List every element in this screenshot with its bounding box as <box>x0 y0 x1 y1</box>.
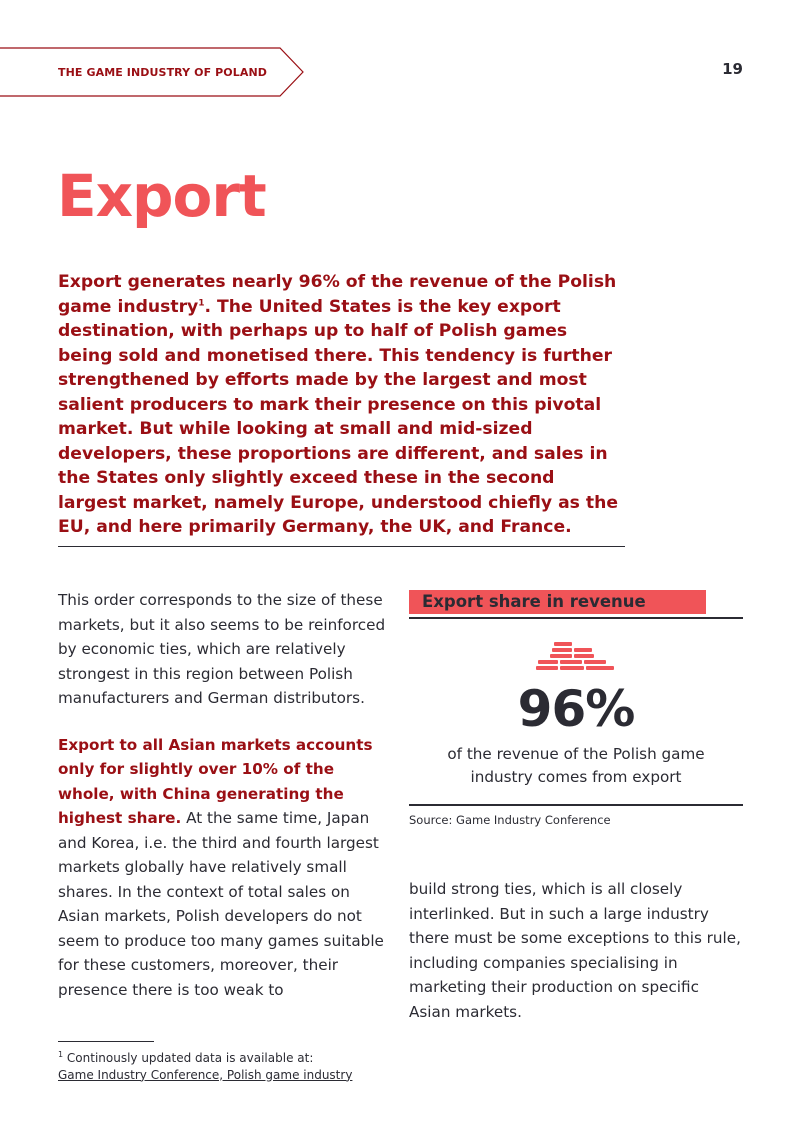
infobox-title: Export share in revenue <box>409 590 706 614</box>
infobox-top-rule <box>409 617 743 619</box>
lead-part2: . The United States is the key export destination, with perhaps up to half of Polish games being sold and monetised there. This tendency is further strengthened by efforts made by the largest and most salient producers to mark their presence on this pivotal market. But while looking at small and mid-sized developers, these proportions are different, and sales in the States only slightly exceed these in the second largest market, namely Europe, understood chiefly as the EU, and here primarily Germany, the UK, and France. <box>58 296 618 537</box>
infobox-source: Source: Game Industry Conference <box>409 813 611 827</box>
left-column <box>58 588 388 1024</box>
left-paragraph-2-body: At the same time, Japan and Korea, i.e. the third and fourth largest markets globally have relatively small shares. In the context of total sales on Asian markets, Polish developers do not seem to produce too many games suitable for these customers, moreover, their presence there is too weak to <box>58 809 384 999</box>
footnote-link[interactable]: Game Industry Conference, Polish game industry <box>58 1067 353 1082</box>
right-column-paragraph: build strong ties, which is all closely interlinked. But in such a large industry there must be some exceptions to this rule, including companies specialising in marketing their production on specific Asian markets. <box>409 880 741 1021</box>
footnote <box>58 1047 418 1083</box>
footnote-number: 1 <box>58 1050 64 1059</box>
coin-stacks-icon <box>531 641 621 675</box>
footnote-divider <box>58 1041 154 1042</box>
left-paragraph-2-emphasis: Export to all Asian markets accounts only for slightly over 10% of the whole, with China generating the highest share. <box>58 735 373 827</box>
footnote-line <box>58 1047 418 1067</box>
page-title: Export <box>57 162 266 230</box>
lead-paragraph <box>58 270 618 540</box>
export-share-stat: 96% <box>517 680 635 738</box>
running-header: THE GAME INDUSTRY OF POLAND <box>58 66 268 79</box>
left-paragraph-1: This order corresponds to the size of these markets, but it also seems to be reinforced by economic ties, which are relatively strongest in this region between Polish manufacturers and German distributors. <box>58 591 386 707</box>
footnote-ref[interactable]: 1 <box>198 297 205 308</box>
lead-part1: Export generates nearly 96% of the revenue of the Polish game industry <box>58 272 617 317</box>
infobox-bottom-rule <box>409 804 743 806</box>
lead-divider <box>58 546 625 547</box>
export-share-infobox <box>409 590 743 827</box>
footnote-text: Continously updated data is available at: <box>63 1051 314 1065</box>
page-number: 19 <box>722 60 743 78</box>
left-paragraph-2 <box>58 733 388 1003</box>
export-share-caption: of the revenue of the Polish game industry comes from export <box>447 745 705 786</box>
